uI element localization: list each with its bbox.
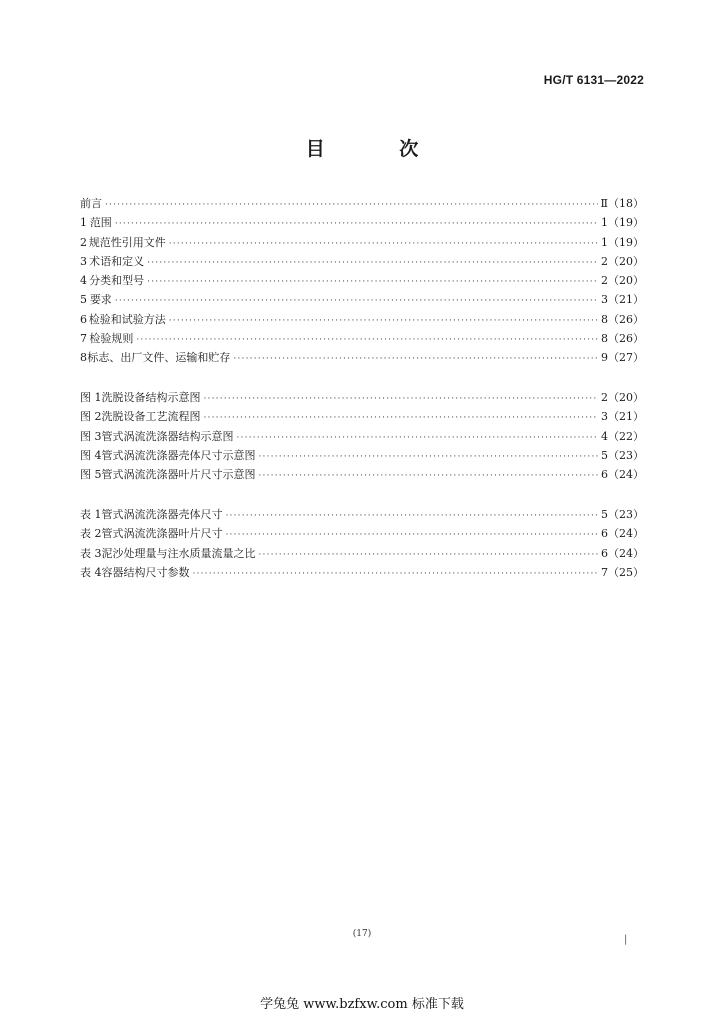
toc-entry-number: 表 2 <box>80 527 102 541</box>
toc-entry-label: 规范性引用文件 <box>88 235 166 249</box>
toc-entry-number: 3 <box>80 254 87 268</box>
dot-leader <box>259 546 599 565</box>
toc-entry-figure[interactable] <box>80 427 644 446</box>
toc-entry-number: 8 <box>80 351 87 365</box>
table-toc <box>80 505 644 582</box>
dot-leader <box>259 467 599 486</box>
dot-leader <box>226 526 599 545</box>
toc-entry-page: 6（24） <box>601 527 644 541</box>
toc-entry-number: 1 <box>80 216 87 230</box>
toc-entry-page: 4（22） <box>601 429 644 443</box>
toc-entry-page: 3（21） <box>601 410 644 424</box>
dot-leader <box>193 565 599 584</box>
toc-entry-page: 2（20） <box>601 254 644 268</box>
figure-toc <box>80 388 644 484</box>
footer-page-number: (17) <box>352 929 372 939</box>
toc-title: 目 次 <box>305 138 453 160</box>
toc-entry-label: 容器结构尺寸参数 <box>101 565 190 579</box>
dot-leader <box>237 429 599 448</box>
toc-entry-figure[interactable] <box>80 465 644 484</box>
toc-entry-number: 7 <box>80 332 87 346</box>
toc-entry-label: 要求 <box>89 293 112 307</box>
section-toc <box>80 194 644 368</box>
toc-entry-label: 检验规则 <box>89 332 134 346</box>
toc-entry-label: 泥沙处理量与注水质量流量之比 <box>101 546 256 560</box>
toc-entry-number: 表 1 <box>80 508 102 521</box>
toc-entry-label: 管式涡流洗涤器叶片尺寸 <box>101 527 223 541</box>
dot-leader <box>115 292 598 311</box>
dot-leader <box>147 273 598 292</box>
toc-entry-page: 8（26） <box>601 332 644 346</box>
dot-leader <box>105 196 598 215</box>
toc-entry-page: 2（20） <box>601 274 644 288</box>
dot-leader <box>115 215 598 234</box>
dot-leader <box>169 312 598 331</box>
toc-entry-table[interactable] <box>80 524 644 543</box>
toc-entry-number: 图 2 <box>80 410 102 424</box>
toc-entry-section[interactable] <box>80 233 644 252</box>
toc-entry-number: 5 <box>80 293 87 307</box>
standard-code: HG/T 6131—2022 <box>543 73 644 87</box>
toc-entry-label: 管式涡流洗涤器叶片尺寸示意图 <box>101 468 256 482</box>
toc-entry-page: 1（19） <box>601 235 644 249</box>
toc-entry-number: 表 3 <box>80 546 102 560</box>
toc-entry-label: 前言 <box>80 197 102 210</box>
toc-entry-number: 图 3 <box>80 429 102 443</box>
toc-entry-section[interactable] <box>80 329 644 348</box>
dot-leader <box>259 448 599 467</box>
watermark-text[interactable]: 学兔兔 www.bzfxw.com 标准下载 <box>260 997 464 1012</box>
margin-mark: | <box>624 934 628 945</box>
toc-entry-number: 图 5 <box>80 468 102 482</box>
toc-entry-preface[interactable] <box>80 194 644 213</box>
toc-entry-table[interactable] <box>80 563 644 582</box>
toc-entry-page: Ⅱ（18） <box>600 197 644 210</box>
toc-entry-label: 范围 <box>89 216 112 230</box>
dot-leader <box>147 254 598 273</box>
toc-entry-label: 检验和试验方法 <box>88 312 166 326</box>
toc-entry-page: 6（24） <box>601 468 644 482</box>
toc-entry-label: 管式涡流洗涤器壳体尺寸示意图 <box>101 448 256 462</box>
toc-entry-label: 管式涡流洗涤器壳体尺寸 <box>101 508 223 521</box>
toc-entry-figure[interactable] <box>80 446 644 465</box>
toc-entry-page: 2（20） <box>601 391 644 404</box>
toc-entry-section[interactable] <box>80 348 644 367</box>
toc-entry-figure[interactable] <box>80 407 644 426</box>
toc-entry-page: 3（21） <box>601 293 644 307</box>
toc-entry-label: 洗脱设备工艺流程图 <box>101 410 201 424</box>
toc-entry-page: 1（19） <box>601 216 644 230</box>
toc-entry-page: 5（23） <box>601 508 644 521</box>
toc-entry-page: 5（23） <box>601 448 644 462</box>
toc-entry-table[interactable] <box>80 544 644 563</box>
toc-entry-number: 图 4 <box>80 448 102 462</box>
toc-entry-number: 表 4 <box>80 565 102 579</box>
toc-entry-figure[interactable] <box>80 388 644 407</box>
toc-entry-label: 分类和型号 <box>89 274 145 288</box>
dot-leader <box>204 409 599 428</box>
dot-leader <box>169 235 598 254</box>
toc-entry-section[interactable] <box>80 252 644 271</box>
toc-entry-label: 标志、出厂文件、运输和贮存 <box>87 351 231 365</box>
dot-leader <box>204 390 599 409</box>
toc-entry-label: 术语和定义 <box>89 254 145 268</box>
toc-entry-number: 2 <box>80 235 87 249</box>
dot-leader <box>226 507 599 526</box>
dot-leader <box>233 350 598 369</box>
toc-entry-section[interactable] <box>80 290 644 309</box>
toc-entry-section[interactable] <box>80 310 644 329</box>
toc-entry-table[interactable] <box>80 505 644 524</box>
toc-entry-number: 图 1 <box>80 391 102 404</box>
toc-entry-page: 7（25） <box>601 565 644 579</box>
toc-entry-section[interactable] <box>80 213 644 232</box>
toc-entry-label: 洗脱设备结构示意图 <box>101 391 201 404</box>
toc-entry-label: 管式涡流洗涤器结构示意图 <box>101 429 234 443</box>
toc-entry-page: 6（24） <box>601 546 644 560</box>
toc-entry-number: 4 <box>80 274 87 288</box>
toc-entry-page: 9（27） <box>601 351 644 365</box>
toc-entry-section[interactable] <box>80 271 644 290</box>
toc-entry-page: 8（26） <box>601 312 644 326</box>
toc-entry-number: 6 <box>80 312 87 326</box>
